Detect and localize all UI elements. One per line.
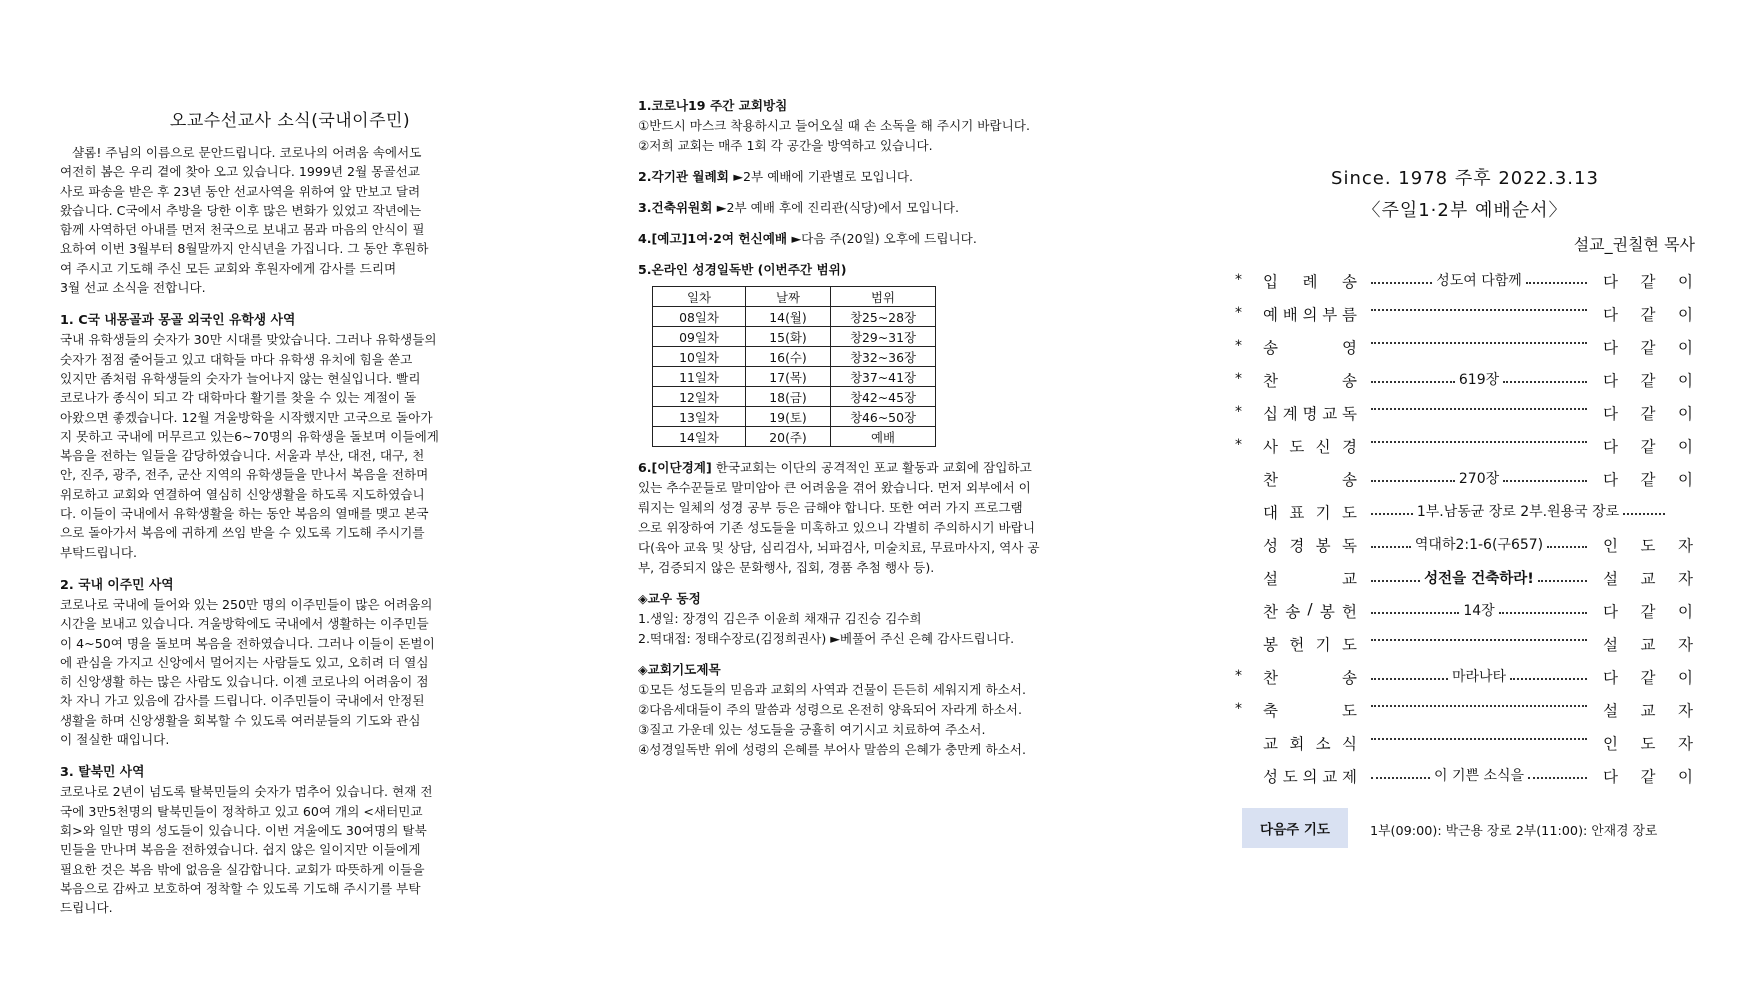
member-news-line: 2.떡대접: 정태수장로(김정희권사) ►베풀어 주신 은혜 감사드립니다. <box>638 631 1015 646</box>
section-line: 생활을 하며 신앙생활을 회복할 수 있도록 여러분들의 기도와 관심 <box>60 712 421 728</box>
section-line: 국에 3만5천명의 탈북민들이 정착하고 있고 60여 개의 <새터민교 <box>60 803 423 819</box>
worship-item-detail-text: 619장 <box>1458 372 1500 388</box>
worship-item-detail <box>1371 732 1587 740</box>
heresy-warning-heading: 6.[이단경계] <box>638 460 712 475</box>
worship-order-row <box>1235 626 1695 659</box>
section-line: 안, 진주, 광주, 전주, 군산 지역의 유학생들을 만나서 복음을 전하며 <box>60 467 429 483</box>
section-line: 복음을 전하는 일들을 감당하였습니다. 서울과 부산, 대전, 대구, 천 <box>60 448 425 464</box>
table-cell: 창29~31장 <box>831 327 936 347</box>
section-line: 히 신앙생활 하는 많은 사람도 있습니다. 이젠 코로나의 어려움이 점 <box>60 674 429 690</box>
worship-item-detail <box>1371 534 1587 554</box>
table-cell: 16(수) <box>746 347 831 367</box>
standing-mark: * <box>1235 272 1242 288</box>
worship-order-row <box>1235 692 1695 725</box>
missionary-news-column <box>60 106 520 917</box>
intro-line: 함께 사역하던 아내를 먼저 천국으로 보내고 몸과 마음의 안식이 필 <box>60 222 425 238</box>
bible-reading-rows <box>653 307 936 447</box>
worship-item-leader: 설 교 자 <box>1603 636 1693 654</box>
worship-item-detail-text: 성도여 다함께 <box>1436 273 1522 289</box>
bible-reading-table <box>652 286 936 447</box>
table-cell: 18(금) <box>746 387 831 407</box>
section-line: 코로나가 종식이 되고 각 대학마다 활기를 찾을 수 있는 계절이 돌 <box>60 390 417 406</box>
section-line: 으로 돌아가서 복음에 귀하게 쓰임 받을 수 있도록 기도해 주시기를 <box>60 525 425 541</box>
worship-order-row <box>1235 527 1695 560</box>
intro-line: 사로 파송을 받은 후 23년 동안 선교사역을 위하여 앞 만보고 달려 <box>60 183 421 199</box>
table-cell: 09일차 <box>653 327 746 347</box>
member-news-line: 1.생일: 장경익 김은주 이윤희 채재규 김진승 김수희 <box>638 611 922 626</box>
member-news-block <box>638 589 1128 649</box>
worship-item-name: 찬 송 / 봉 헌 <box>1263 600 1357 621</box>
dedication-worship-heading: 4.[예고]1여·2여 헌신예배 <box>638 231 788 246</box>
section-line: 이 4~50여 명을 돌보며 복음을 전하였습니다. 그러나 이들이 돈벌이 <box>60 635 435 651</box>
worship-item-detail <box>1371 765 1587 785</box>
table-cell: 창46~50장 <box>831 407 936 427</box>
worship-item-detail <box>1371 303 1587 311</box>
worship-item-leader: 다 같 이 <box>1603 306 1693 324</box>
heresy-warning-line: 으로 위장하여 기존 성도들을 미혹하고 있으니 각별히 주의하시기 바랍니 <box>638 520 1035 535</box>
table-row <box>653 387 936 407</box>
worship-item-detail-text: 마라나타 <box>1451 669 1507 685</box>
intro-line: 3월 선교 소식을 전합니다. <box>60 280 206 296</box>
member-news-heading: ◈교우 동정 <box>638 591 701 606</box>
prayer-topic-line: ②다음세대들이 주의 말씀과 성령으로 온전히 양육되어 자라게 하소서. <box>638 702 1022 717</box>
worship-item-detail-text: 이 기쁜 소식을 <box>1433 768 1525 784</box>
standing-mark: * <box>1235 701 1242 717</box>
worship-item-leader: 설 교 자 <box>1603 570 1693 588</box>
prayer-topic-line: ①모든 성도들의 믿음과 교회의 사역과 건물이 든든히 세워지게 하소서. <box>638 682 1026 697</box>
worship-item-detail <box>1371 699 1587 707</box>
table-row <box>653 347 936 367</box>
worship-item-leader: 다 같 이 <box>1603 273 1693 291</box>
worship-order-row <box>1235 362 1695 395</box>
worship-order-row <box>1235 461 1695 494</box>
worship-item-name: 십 계 명 교 독 <box>1263 405 1357 423</box>
monthly-meeting-heading: 2.각기관 월례회 <box>638 169 729 184</box>
worship-order-column <box>1235 164 1695 791</box>
table-header-date: 날짜 <box>746 287 831 307</box>
section-line: 민들을 만나며 복음을 전하였습니다. 쉽지 않은 일이지만 이들에게 <box>60 842 421 858</box>
worship-item-name: 찬 송 <box>1263 669 1357 687</box>
section-line: 드립니다. <box>60 900 113 916</box>
intro-line: 왔습니다. C국에서 추방을 당한 이후 많은 변화가 있었고 작년에는 <box>60 202 422 218</box>
next-week-prayer-label: 다음주 기도 <box>1242 808 1348 848</box>
table-cell: 창42~45장 <box>831 387 936 407</box>
covid-policy-block <box>638 96 1128 156</box>
heresy-warning-line: 부, 검증되지 않은 문화행사, 집회, 경품 추첨 행사 등). <box>638 560 935 575</box>
worship-item-detail <box>1371 567 1587 588</box>
worship-order-row <box>1235 296 1695 329</box>
worship-item-name: 성 도 의 교 제 <box>1263 768 1357 786</box>
section-line: 있지만 좀처럼 유학생들의 숫자가 늘어나지 않는 현실입니다. 빨리 <box>60 370 421 386</box>
worship-item-detail <box>1371 435 1587 443</box>
table-header-range: 범위 <box>831 287 936 307</box>
dedication-worship-text: ►다음 주(20일) 오후에 드립니다. <box>791 231 977 246</box>
table-header-day: 일차 <box>653 287 746 307</box>
heresy-warning-block <box>638 458 1128 578</box>
table-row <box>653 327 936 347</box>
section-line: 필요한 것은 복음 밖에 없음을 실감합니다. 교회가 따뜻하게 이들을 <box>60 861 425 877</box>
standing-mark: * <box>1235 305 1242 321</box>
worship-item-detail <box>1371 501 1665 521</box>
worship-order-row <box>1235 263 1695 296</box>
worship-order-row <box>1235 659 1695 692</box>
worship-item-detail <box>1371 270 1587 290</box>
covid-policy-lines <box>638 116 1128 156</box>
heresy-warning-line: 다(육아 교육 및 상담, 심리검사, 뇌파검사, 미술치료, 무료마사지, 역사 공 <box>638 540 1040 555</box>
table-cell: 11일차 <box>653 367 746 387</box>
preacher-name: 설교_권칠현 목사 <box>1573 235 1695 254</box>
worship-item-leader: 다 같 이 <box>1603 669 1693 687</box>
table-cell: 창37~41장 <box>831 367 936 387</box>
worship-item-name: 입 례 송 <box>1263 273 1357 291</box>
worship-order-list <box>1235 263 1695 791</box>
building-committee-text: ►2부 예배 후에 진리관(식당)에서 모입니다. <box>716 200 959 215</box>
worship-order-row <box>1235 758 1695 791</box>
table-cell: 15(화) <box>746 327 831 347</box>
prayer-topics-heading: ◈교회기도제목 <box>638 662 721 677</box>
worship-item-name: 축 도 <box>1263 702 1357 720</box>
worship-item-detail <box>1371 336 1587 344</box>
section-title: 2. 국내 이주민 사역 <box>60 577 174 593</box>
bible-reading-heading: 5.온라인 성경일독반 (이번주간 범위) <box>638 262 847 277</box>
table-cell: 10일차 <box>653 347 746 367</box>
table-cell: 19(토) <box>746 407 831 427</box>
table-header-row <box>653 287 936 307</box>
intro-line: 요하여 이번 3월부터 8월말까지 안식년을 가집니다. 그 동안 후원하 <box>60 241 429 257</box>
worship-item-leader: 다 같 이 <box>1603 603 1693 621</box>
worship-item-detail-text: 1부.남동균 장로 2부.원용국 장로 <box>1416 504 1620 520</box>
worship-item-detail <box>1371 633 1587 641</box>
table-row <box>653 367 936 387</box>
heresy-warning-text <box>638 458 1128 578</box>
section-line: 코로나로 국내에 들어와 있는 250만 명의 이주민들이 많은 어려움의 <box>60 596 433 612</box>
worship-item-detail-text: 14장 <box>1463 603 1495 619</box>
worship-order-row <box>1235 494 1695 527</box>
next-week-prayer <box>1242 808 1708 848</box>
section-line: 숫자가 점점 줄어들고 있고 대학들 마다 유학생 유치에 힘을 쏟고 <box>60 351 413 367</box>
standing-mark: * <box>1235 437 1242 453</box>
worship-order-row <box>1235 395 1695 428</box>
worship-item-detail <box>1371 666 1587 686</box>
worship-item-leader: 다 같 이 <box>1603 339 1693 357</box>
table-cell: 17(목) <box>746 367 831 387</box>
missionary-news-title: 오교수선교사 소식(국내이주민) <box>169 111 411 131</box>
section-line: 코로나로 2년이 넘도록 탈북민들의 숫자가 멈추어 있습니다. 현재 전 <box>60 784 433 800</box>
table-cell: 14(월) <box>746 307 831 327</box>
bulletin-date-title: Since. 1978 주후 2022.3.13 <box>1331 168 1599 189</box>
section-line: 다. 이들이 국내에서 유학생활을 하는 동안 복음의 열매를 맺고 본국 <box>60 506 429 522</box>
worship-item-detail-text: 역대하2:1-6(구657) <box>1414 537 1544 553</box>
section-line: 회>와 일만 명의 성도들이 있습니다. 이번 겨울에도 30여명의 탈북 <box>60 822 427 838</box>
worship-item-name: 사 도 신 경 <box>1263 438 1357 456</box>
worship-item-name: 교 회 소 식 <box>1263 735 1357 753</box>
worship-item-leader: 다 같 이 <box>1603 405 1693 423</box>
section-line: 복음으로 감싸고 보호하여 정착할 수 있도록 기도해 주시기를 부탁 <box>60 880 421 896</box>
intro-line: 여전히 봄은 우리 곁에 찾아 오고 있습니다. 1999년 2월 몽골선교 <box>60 164 420 180</box>
worship-item-name: 찬 송 <box>1263 372 1357 390</box>
standing-mark: * <box>1235 338 1242 354</box>
monthly-meeting-text: ►2부 예배에 기관별로 모입니다. <box>733 169 914 184</box>
standing-mark: * <box>1235 668 1242 684</box>
section-title: 3. 탈북민 사역 <box>60 765 145 781</box>
standing-mark: * <box>1235 371 1242 387</box>
table-cell: 예배 <box>831 427 936 447</box>
intro-line: 샬롬! 주님의 이름으로 문안드립니다. 코로나의 어려움 속에서도 <box>72 145 422 160</box>
standing-mark: * <box>1235 404 1242 420</box>
heresy-warning-line: 있는 추수꾼들로 말미암아 큰 어려움을 겪어 왔습니다. 먼저 외부에서 이 <box>638 480 1031 495</box>
prayer-topics-block <box>638 660 1128 760</box>
worship-item-detail <box>1371 468 1587 488</box>
worship-item-detail-text: 270장 <box>1458 471 1500 487</box>
prayer-topic-line: ④성경일독반 위에 성령의 은혜를 부어사 말씀의 은혜가 충만케 하소서. <box>638 742 1026 757</box>
table-cell: 14일차 <box>653 427 746 447</box>
table-cell: 창32~36장 <box>831 347 936 367</box>
worship-item-leader: 인 도 자 <box>1603 735 1693 753</box>
prayer-topic-line: ③질고 가운데 있는 성도들을 긍휼히 여기시고 치료하여 주소서. <box>638 722 986 737</box>
bible-reading-block <box>638 260 1128 447</box>
table-row <box>653 307 936 327</box>
worship-item-detail-text: 성전을 건축하라! <box>1424 571 1534 587</box>
worship-item-name: 성 경 봉 독 <box>1263 537 1357 555</box>
heresy-warning-line: 한국교회는 이단의 공격적인 포교 활동과 교회에 잠입하고 <box>711 460 1032 475</box>
table-cell: 창25~28장 <box>831 307 936 327</box>
worship-item-leader: 인 도 자 <box>1603 537 1693 555</box>
worship-item-name: 봉 헌 기 도 <box>1263 636 1357 654</box>
section-title: 1. C국 내몽골과 몽골 외국인 유학생 사역 <box>60 313 296 329</box>
worship-order-row <box>1235 560 1695 593</box>
section-line: 이 절실한 때입니다. <box>60 732 170 748</box>
dedication-worship-block <box>638 229 1128 249</box>
worship-item-leader: 다 같 이 <box>1603 768 1693 786</box>
building-committee-heading: 3.건축위원회 <box>638 200 713 215</box>
section-line: 시간을 보내고 있습니다. 겨울방학에도 국내에서 생활하는 이주민들 <box>60 616 429 632</box>
table-row <box>653 407 936 427</box>
worship-order-row <box>1235 593 1695 626</box>
missionary-news-sections <box>60 311 520 917</box>
church-news-column <box>638 96 1128 771</box>
worship-order-row <box>1235 725 1695 758</box>
section-line: 차 자니 가고 있음에 감사를 드립니다. 이주민들이 국내에서 안정된 <box>60 693 425 709</box>
covid-policy-line: ①반드시 마스크 착용하시고 들어오실 때 손 소독을 해 주시기 바랍니다. <box>638 118 1030 133</box>
section-line: 부탁드립니다. <box>60 544 137 560</box>
worship-item-detail <box>1371 369 1587 389</box>
worship-item-leader: 다 같 이 <box>1603 372 1693 390</box>
table-cell: 13일차 <box>653 407 746 427</box>
building-committee-block <box>638 198 1128 218</box>
worship-item-leader: 다 같 이 <box>1603 471 1693 489</box>
covid-policy-line: ②저희 교회는 매주 1회 각 공간을 방역하고 있습니다. <box>638 138 933 153</box>
worship-order-title: 〈주일1·2부 예배순서〉 <box>1362 200 1568 221</box>
worship-item-name: 예 배 의 부 름 <box>1263 306 1357 324</box>
member-news-lines <box>638 609 1128 649</box>
section-line: 아왔으면 좋겠습니다. 12월 겨울방학을 시작했지만 고국으로 돌아가 <box>60 409 433 425</box>
heresy-warning-line: 뤄지는 일체의 성경 공부 등은 금해야 합니다. 또한 여러 가지 프로그램 <box>638 500 1023 515</box>
next-week-prayer-text: 1부(09:00): 박근용 장로 2부(11:00): 안재경 장로 <box>1370 824 1658 839</box>
covid-policy-heading: 1.코로나19 주간 교회방침 <box>638 98 788 113</box>
missionary-news-intro <box>60 143 520 297</box>
monthly-meeting-block <box>638 167 1128 187</box>
worship-item-name: 설 교 <box>1263 570 1357 588</box>
worship-item-name: 송 영 <box>1263 339 1357 357</box>
table-row <box>653 427 936 447</box>
prayer-topics-lines <box>638 680 1128 760</box>
table-cell: 20(주) <box>746 427 831 447</box>
table-cell: 12일차 <box>653 387 746 407</box>
section-line: 위로하고 교회와 연결하여 열심히 신앙생활을 하도록 지도하였습니 <box>60 486 425 502</box>
worship-order-row <box>1235 329 1695 362</box>
section-line: 에 관심을 가지고 신앙에서 멀어지는 사람들도 있고, 오히려 더 열심 <box>60 654 429 670</box>
section-line: 지 못하고 국내에 머무르고 있는6~70명의 유학생을 돌보며 이들에게 <box>60 428 439 444</box>
table-cell: 08일차 <box>653 307 746 327</box>
worship-item-detail <box>1371 600 1587 620</box>
intro-line: 여 주시고 기도해 주신 모든 교회와 후원자에게 감사를 드리며 <box>60 260 397 276</box>
worship-item-name: 찬 송 <box>1263 471 1357 489</box>
worship-item-detail <box>1371 402 1587 410</box>
worship-order-row <box>1235 428 1695 461</box>
worship-item-name: 대 표 기 도 <box>1263 504 1357 522</box>
worship-item-leader: 다 같 이 <box>1603 438 1693 456</box>
worship-item-leader: 설 교 자 <box>1603 702 1693 720</box>
section-line: 국내 유학생들의 숫자가 30만 시대를 맞았습니다. 그러나 유학생들의 <box>60 332 437 348</box>
